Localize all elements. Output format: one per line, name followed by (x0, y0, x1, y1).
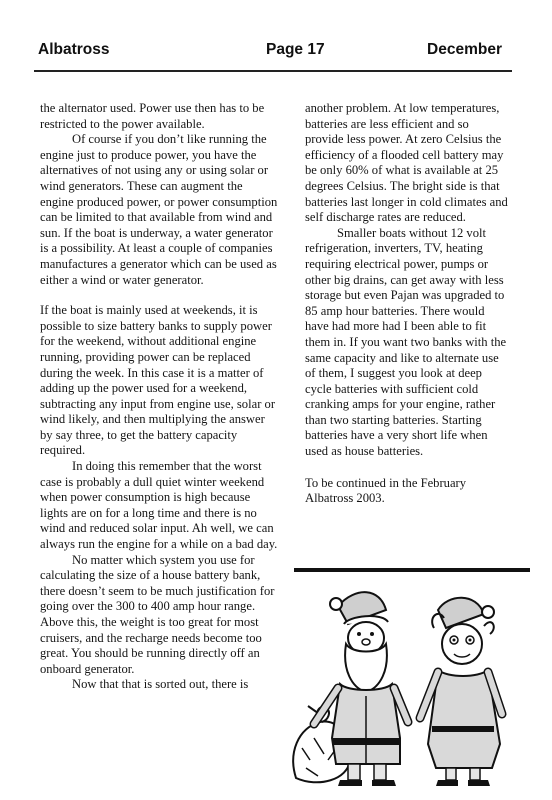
paragraph: Now that that is sorted out, there is (72, 677, 249, 692)
paragraph: the alternator used. Power use then has to be restricted to the power available. (40, 101, 265, 131)
newsletter-title: Albatross (38, 41, 110, 58)
santa-couple-illustration (288, 588, 510, 788)
paragraph: No matter which system you use for calculating the size of a house battery bank, there doesn’t seem to be much justification for going over the 300 to 400 amp hour range. Above this, the weight is too great for most cruisers, and the recharge needs become too great. You should be running directly off an onboard generator. (40, 552, 275, 676)
paragraph: If the boat is mainly used at weekends, it is possible to size battery banks to supply power for the weekend, without additional engine running, providing power can be replaced during the week. In this case it is a matter of adding up the power used for a weekend, subtracting any input from engine use, solar or wind likely, and then multiplying the answer by say three, to get the battery capacity required. (40, 303, 276, 458)
right-column (305, 101, 509, 507)
page-number: Page 17 (266, 41, 325, 58)
illustration-rule (294, 568, 530, 572)
page-header (38, 41, 502, 67)
paragraph: Smaller boats without 12 volt refrigeration, inverters, TV, heating requiring electrical power, pumps or other big drains, can get away with less storage but even Pajan was upgraded to 85 amp hour batteries. There would have had more had I been able to fit them in. If you want two banks with the same capacity and like to alternate use of them, I suggest you look at deep cycle batteries with sufficient cold cranking amps for your engine, rather than two starting batteries. Starting batteries have a very short life when used as house batteries. (305, 225, 507, 459)
issue-month: December (427, 41, 502, 58)
paragraph: another problem. At low temperatures, batteries are less efficient and so provide less power. At zero Celsius the efficiency of a flooded cell battery may be only 60% of what is available at 25 degrees Celsius. The bright side is that batteries last longer in cold climates and self discharge rates are reduced. (305, 101, 508, 225)
paragraph: To be continued in the February Albatross 2003. (305, 475, 467, 506)
paragraph: Of course if you don’t like running the engine just to produce power, you have the alternatives of not using any or using solar or wind generators. These can augment the engine produced power, or power consumption can be limited to that available from wind and sun. If the boat is underway, a water generator is a possibility. At least a couple of companies manufactures a generator which can be used as either a wind or water generator. (40, 132, 278, 287)
paragraph: In doing this remember that the worst case is probably a dull quiet winter weekend when power consumption is high because lights are on for a long time and there is no wind and reduced solar input. Ah well, we can always run the engine for a while on a bad day. (40, 459, 278, 552)
left-column (40, 101, 278, 693)
mrs-santa-figure (420, 598, 502, 786)
header-rule (34, 70, 512, 72)
